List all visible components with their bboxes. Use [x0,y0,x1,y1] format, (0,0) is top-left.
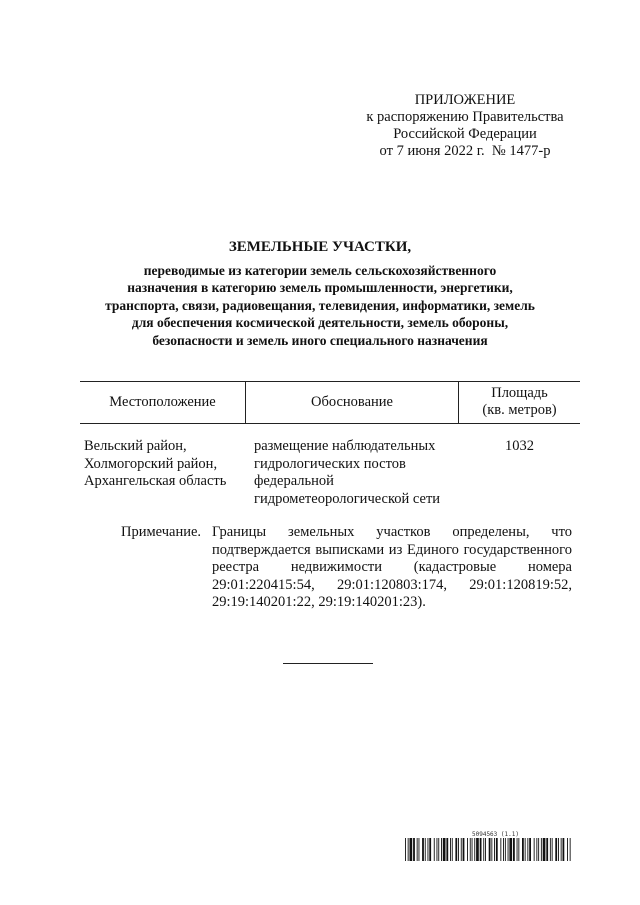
column-header-area [459,385,580,419]
column-header-location: Местоположение [109,394,216,410]
column-header-area-line: Площадь [491,385,548,401]
note-label: Примечание. [121,524,202,540]
table-top-rule [80,381,580,382]
subtitle-line: безопасности и земель иного специального назначения [152,332,488,348]
barcode-label: 5094563 (1.1) [472,831,519,838]
end-of-document-rule [283,663,373,664]
table-cell-basis [254,438,464,508]
basis-line: федеральной [254,473,334,489]
column-header-basis: Обоснование [311,394,393,410]
basis-line: гидрологических постов [254,455,406,472]
subtitle-line: переводимые из категории земель сельскохозяйственного [143,263,497,278]
column-header-area-line: (кв. метров) [482,402,557,418]
appendix-date-number: от 7 июня 2022 г. № 1477-р [379,143,551,159]
table-cell-area: 1032 [505,438,534,454]
subtitle-line: назначения в категорию земель промышленности, энергетики, [127,280,513,296]
subtitle-line: для обеспечения космической деятельности, земель обороны, [131,315,509,331]
table-header-rule [80,423,580,424]
location-line: Вельский район, [84,438,187,454]
appendix-reference: к распоряжению Правительства [366,109,564,125]
appendix-label: ПРИЛОЖЕНИЕ [414,92,516,108]
appendix-header [340,92,590,160]
barcode-image [405,838,573,861]
document-subtitle [70,262,570,349]
table-cell-location [84,438,249,491]
appendix-issuer: Российской Федерации [393,126,537,142]
document-title: ЗЕМЕЛЬНЫЕ УЧАСТКИ, [228,239,412,255]
note-text: Границы земельных участков определены, что подтверждается выписками из Единого государственного реестра недвижимости (кадастровые номера 29:01:220415:54, 29:01:120803:174, 29:01:120819:52, 29:19:140201:22, 29:19:140201:23). [212,524,572,610]
location-line: Холмогорский район, [84,455,218,472]
subtitle-line: транспорта, связи, радиовещания, телевидения, информатики, земель [105,297,535,313]
basis-line: размещение наблюдательных [254,438,436,454]
location-line: Архангельская область [84,473,227,489]
basis-line: гидрометеорологической сети [254,490,441,507]
